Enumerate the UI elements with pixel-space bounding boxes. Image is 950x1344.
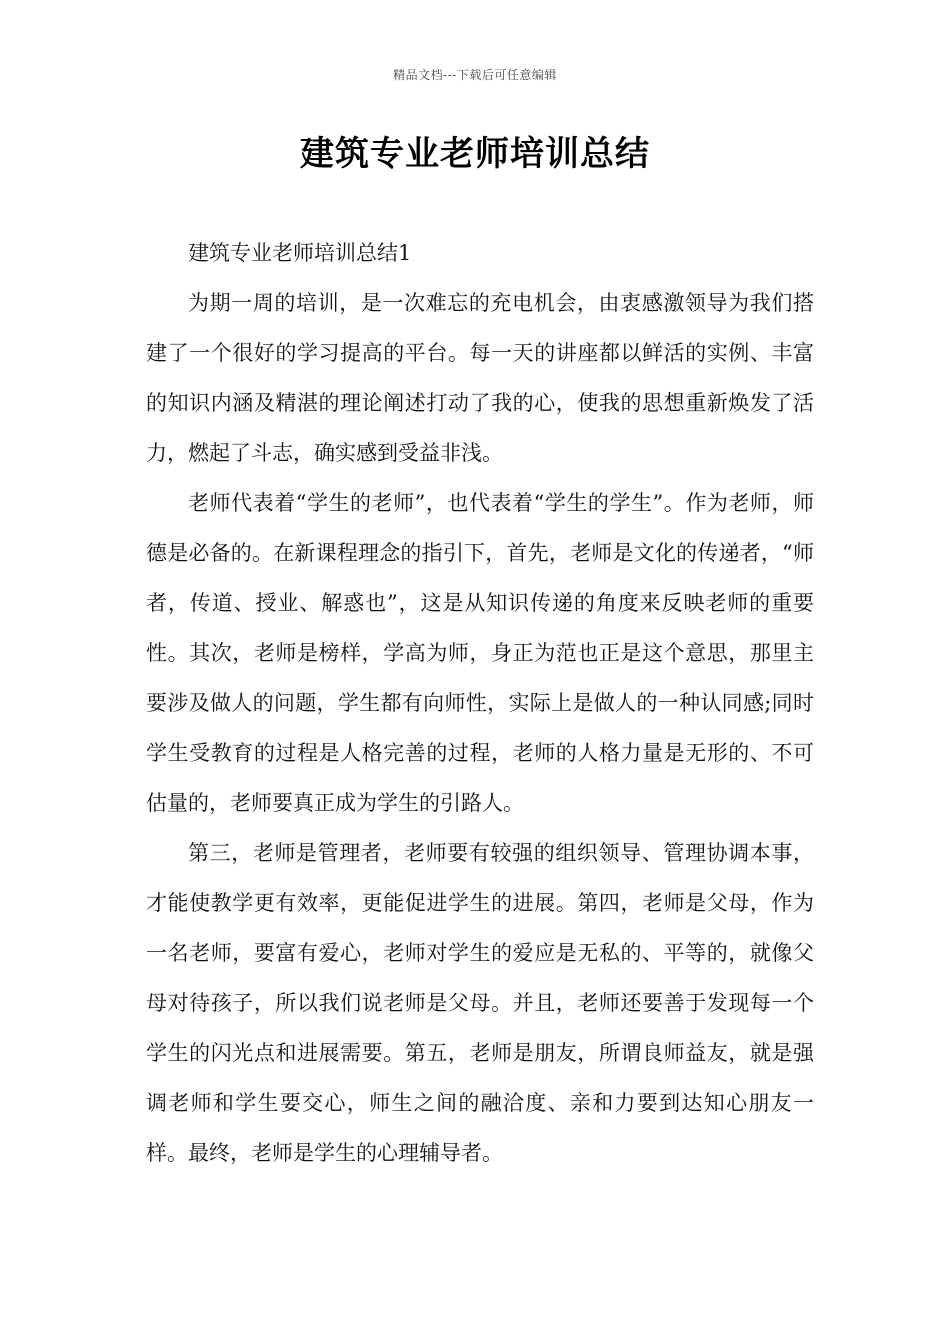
- paragraph-1: 为期一周的培训，是一次难忘的充电机会，由衷感激领导为我们搭建了一个很好的学习提高的平台。每一天的讲座都以鲜活的实例、丰富的知识内涵及精湛的理论阐述打动了我的心，使我的思想重新焕发了活力，燃起了斗志，确实感到受益非浅。: [146, 291, 814, 465]
- paragraph-2: 老师代表着“学生的老师”，也代表着“学生的学生”。作为老师，师德是必备的。在新课程理念的指引下，首先，老师是文化的传递者，“师者，传道、授业、解惑也”，这是从知识传递的角度来反映老师的重要性。其次，老师是榜样，学高为师，身正为范也正是这个意思，那里主要涉及做人的问题，学生都有向师性，实际上是做人的一种认同感;同时学生受教育的过程是人格完善的过程，老师的人格力量是无形的、不可估量的，老师要真正成为学生的引路人。: [146, 491, 814, 815]
- paragraph-3: 第三，老师是管理者，老师要有较强的组织领导、管理协调本事，才能使教学更有效率，更能促进学生的进展。第四，老师是父母，作为一名老师，要富有爱心，老师对学生的爱应是无私的、平等的，就像父母对待孩子，所以我们说老师是父母。并且，老师还要善于发现每一个学生的闪光点和进展需要。第五，老师是朋友，所谓良师益友，就是强调老师和学生要交心，师生之间的融洽度、亲和力要到达知心朋友一样。最终，老师是学生的心理辅导者。: [146, 841, 814, 1165]
- section-heading: 建筑专业老师培训总结1: [188, 241, 412, 265]
- document-title: 建筑专业老师培训总结: [300, 134, 650, 174]
- document-body: [146, 228, 814, 1178]
- header-note: 精品文档---下载后可任意编辑: [393, 68, 557, 82]
